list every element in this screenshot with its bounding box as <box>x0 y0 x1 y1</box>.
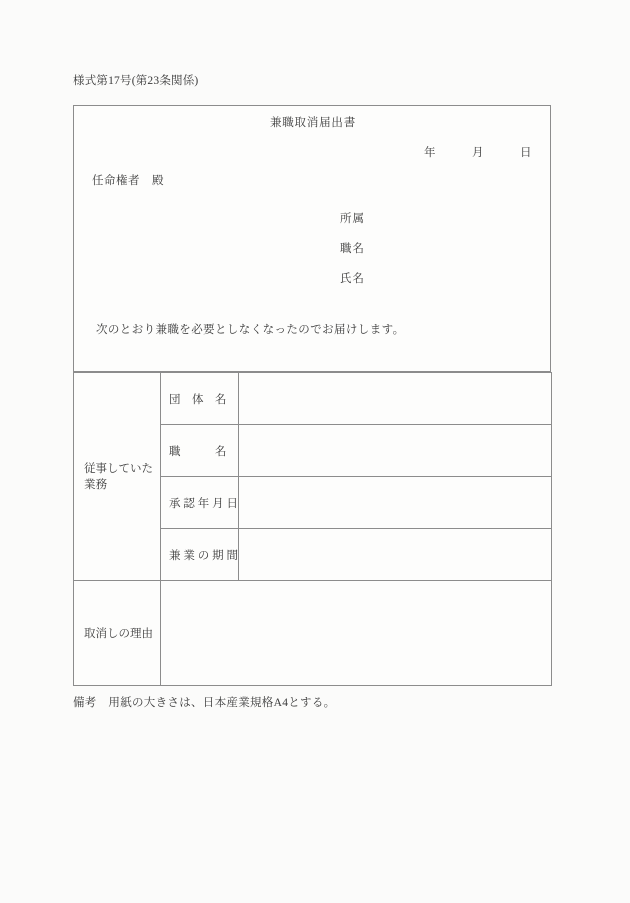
previous-duties-label-line-2: 業務 <box>84 478 107 491</box>
declaration-box <box>73 105 551 372</box>
cancellation-reason-value[interactable] <box>161 581 552 686</box>
signature-block <box>340 204 365 294</box>
document-title: 兼職取消届出書 <box>269 117 357 129</box>
footer-remark: 備考 用紙の大きさは、日本産業規格A4とする。 <box>73 697 336 709</box>
previous-duties-label-line-1: 従事していた <box>84 462 153 475</box>
declaration-sentence: 次のとおり兼職を必要としなくなったのでお届けします。 <box>96 324 405 336</box>
approval-date-label: 承 認 年 月 日 <box>161 477 239 529</box>
concurrent-period-value[interactable] <box>239 529 552 581</box>
details-table <box>73 372 552 686</box>
form-number-label: 様式第17号(第23条関係) <box>73 75 199 87</box>
affiliation-field-label[interactable]: 所属 <box>340 213 365 225</box>
name-field-label[interactable]: 氏名 <box>340 273 365 285</box>
position-name-label: 職 名 <box>161 425 239 477</box>
position-name-value[interactable] <box>239 425 552 477</box>
cancellation-reason-label: 取消しの理由 <box>74 581 161 686</box>
concurrent-period-label: 兼 業 の 期 間 <box>161 529 239 581</box>
approval-date-value[interactable] <box>239 477 552 529</box>
previous-duties-group-label <box>74 373 161 581</box>
table-row <box>74 581 552 686</box>
date-entry-line[interactable]: 年 月 日 <box>424 147 532 159</box>
job-title-field-label[interactable]: 職名 <box>340 243 365 255</box>
organization-name-label: 団 体 名 <box>161 373 239 425</box>
organization-name-value[interactable] <box>239 373 552 425</box>
addressee-label: 任命権者 殿 <box>92 175 164 187</box>
table-row <box>74 373 552 425</box>
